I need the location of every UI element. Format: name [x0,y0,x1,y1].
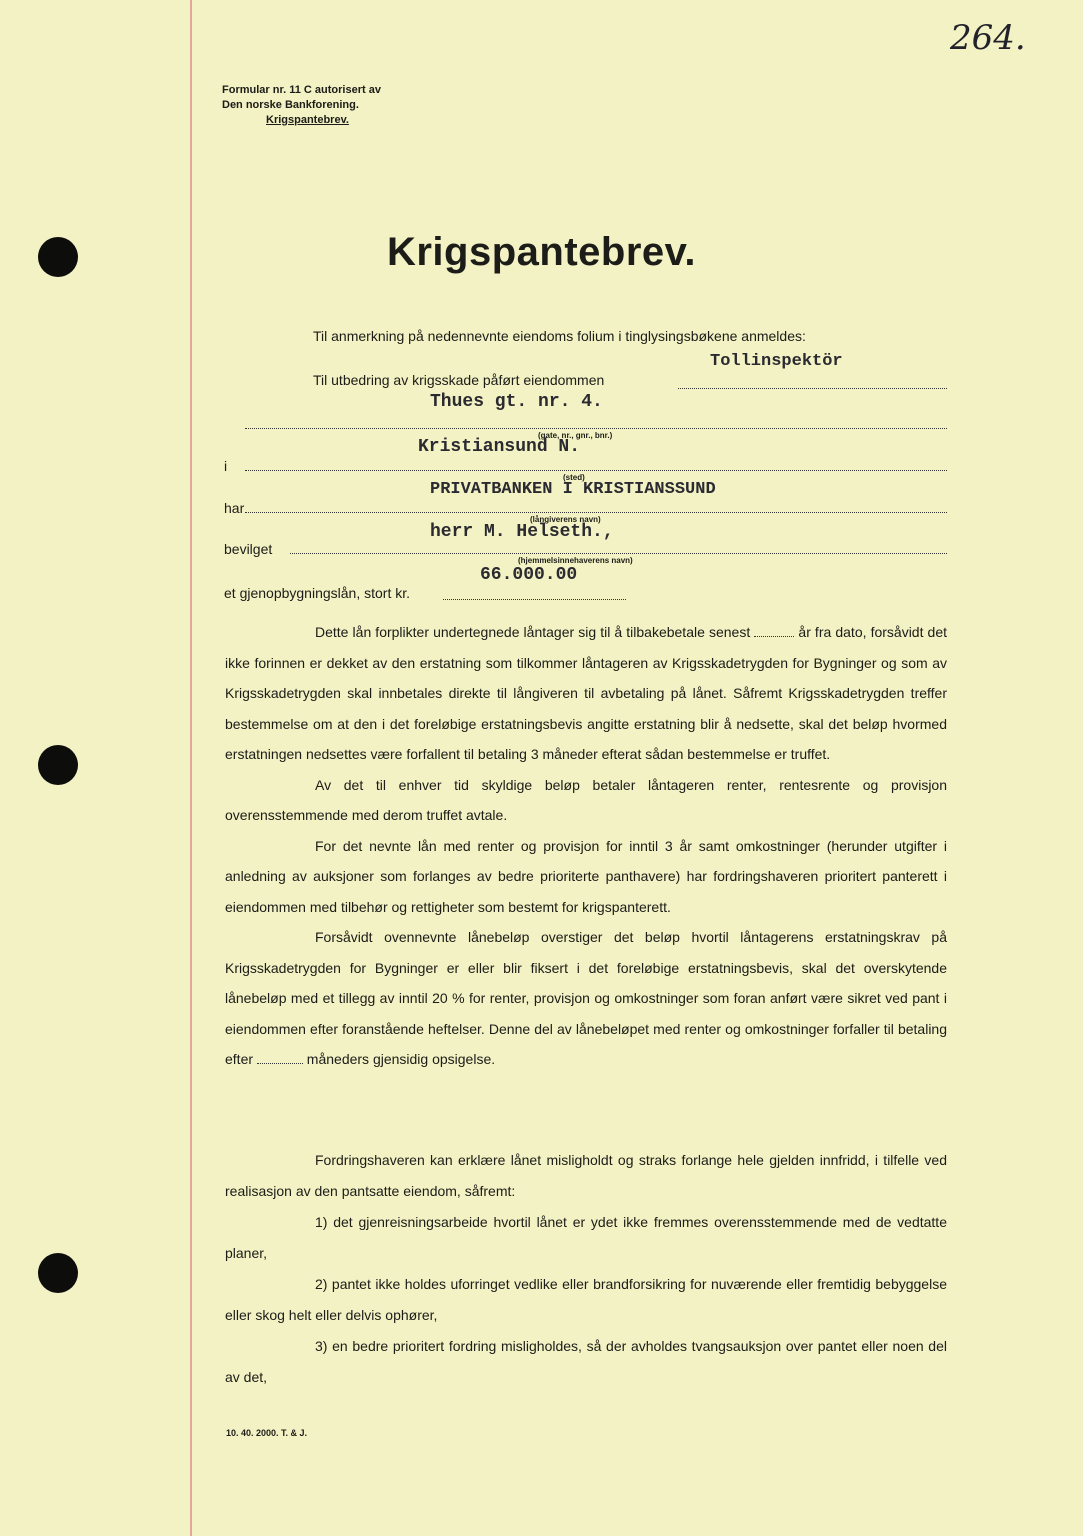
form-header-line: Formular nr. 11 C autorisert av [222,84,381,96]
holder-value: herr M. Helseth., [430,522,614,542]
paragraph-text: Dette lån forplikter undertegnede låntager sig til å tilbakebetale senest [315,624,751,640]
list-item: 2) pantet ikke holdes uforringet vedlike eller brandforsikring for nuværende eller fremtidig bebyggelse eller skog helt eller delvis ophører, [225,1276,947,1323]
i-label: i [224,458,228,474]
utbedring-value: Tollinspektör [710,352,843,371]
punch-hole-icon [38,1253,78,1293]
place-value: Kristiansund N. [418,437,581,457]
field-rule [290,553,947,554]
blank-field [257,1051,303,1064]
place-caption: (sted) [563,473,585,482]
list-item: 3) en bedre prioritert fordring misligholdes, så der avholdes tvangsauksjon over pantet eller noen del av det, [225,1338,947,1385]
paragraph-text: Forsåvidt ovennevnte lånebeløp overstiger det beløp hvortil låntagerens erstatningskrav på Krigsskadetrygden for Bygninger er eller blir fiksert i det foreløbige erstatningsbevis, skal det overskytende lånebeløp med et tillegg av inntil 20 % for renter, provisjon og omkostninger som foran anført være sikret ved pant i eiendommen efter foranstående heftelser. Denne del av lånebeløpet med renter og omkostninger forfaller til betaling efter [225,929,947,1067]
paragraph-text: år fra dato, forsåvidt det ikke forinnen er dekket av den erstatning som tilkommer låntageren av Krigsskadetrygden for Bygninger og som av Krigsskadetrygden skal innbetales direkte til långiveren til avbetaling på lånet. Såfremt Krigsskadetrygden treffer bestemmelse om at den i det foreløbige erstatningsbevis angitte erstatning blir å nedsette, skal det beløp hvormed erstatningen nedsettes være forfallent til betaling 3 måneder efterat sådan bestemmelse er truffet. [225,624,948,762]
bevilget-label: bevilget [224,541,273,557]
list-item: 1) det gjenreisningsarbeide hvortil lånet er ydet ikke fremmes overensstemmende med de vedtatte planer, [225,1214,947,1261]
page-number: 264. [950,18,1026,58]
paragraph: For det nevnte lån med renter og provisjon for inntil 3 år samt omkostninger (herunder utgifter i anledning av auksjoner som forlanges av bedre prioriterte panthavere) har fordringshaveren prioritert panterett i eiendommen med tilbehør og rettigheter som bestemt for krigspanterett. [225,837,947,915]
lender-caption: (långiverens navn) [530,515,601,524]
field-rule [245,428,947,429]
address-caption: (gate, nr., gnr., bnr.) [538,431,613,440]
har-label: har [224,500,245,516]
blank-field [754,624,794,637]
field-rule [245,512,947,513]
print-footer: 10. 40. 2000. T. & J. [226,1428,308,1438]
document-title: Krigspantebrev. [386,230,697,274]
paragraph-text: måneders gjensidig opsigelse. [306,1051,496,1067]
punch-hole-icon [38,745,78,785]
paragraph: Fordringshaveren kan erklære lånet misligholdt og straks forlange hele gjelden innfridd, i tilfelle ved realisasjon av den pantsatte eiendom, såfremt: [225,1152,947,1199]
address-value: Thues gt. nr. 4. [430,392,603,412]
field-rule [678,388,947,389]
lender-value: PRIVATBANKEN I KRISTIANSSUND [430,480,716,499]
field-rule [245,470,947,471]
intro-text: Til anmerkning på nedennevnte eiendoms folium i tinglysingsbøkene anmeldes: [313,328,806,344]
body-text [225,617,947,1075]
amount-label: et gjenopbygningslån, stort kr. [224,585,411,601]
holder-caption: (hjemmelsinnehaverens navn) [518,556,633,565]
paragraph [225,617,947,770]
form-header [222,83,381,128]
form-header-line: Krigspantebrev. [266,114,349,126]
utbedring-label: Til utbedring av krigsskade påført eiendommen [313,372,605,388]
form-header-line: Den norske Bankforening. [222,99,359,111]
paragraph: Av det til enhver tid skyldige beløp betaler låntageren renter, rentesrente og provisjon overensstemmende med derom truffet avtale. [225,776,947,823]
default-conditions [225,1145,947,1393]
field-rule [443,599,626,600]
amount-value: 66.000.00 [480,565,578,585]
paragraph [225,922,947,1075]
